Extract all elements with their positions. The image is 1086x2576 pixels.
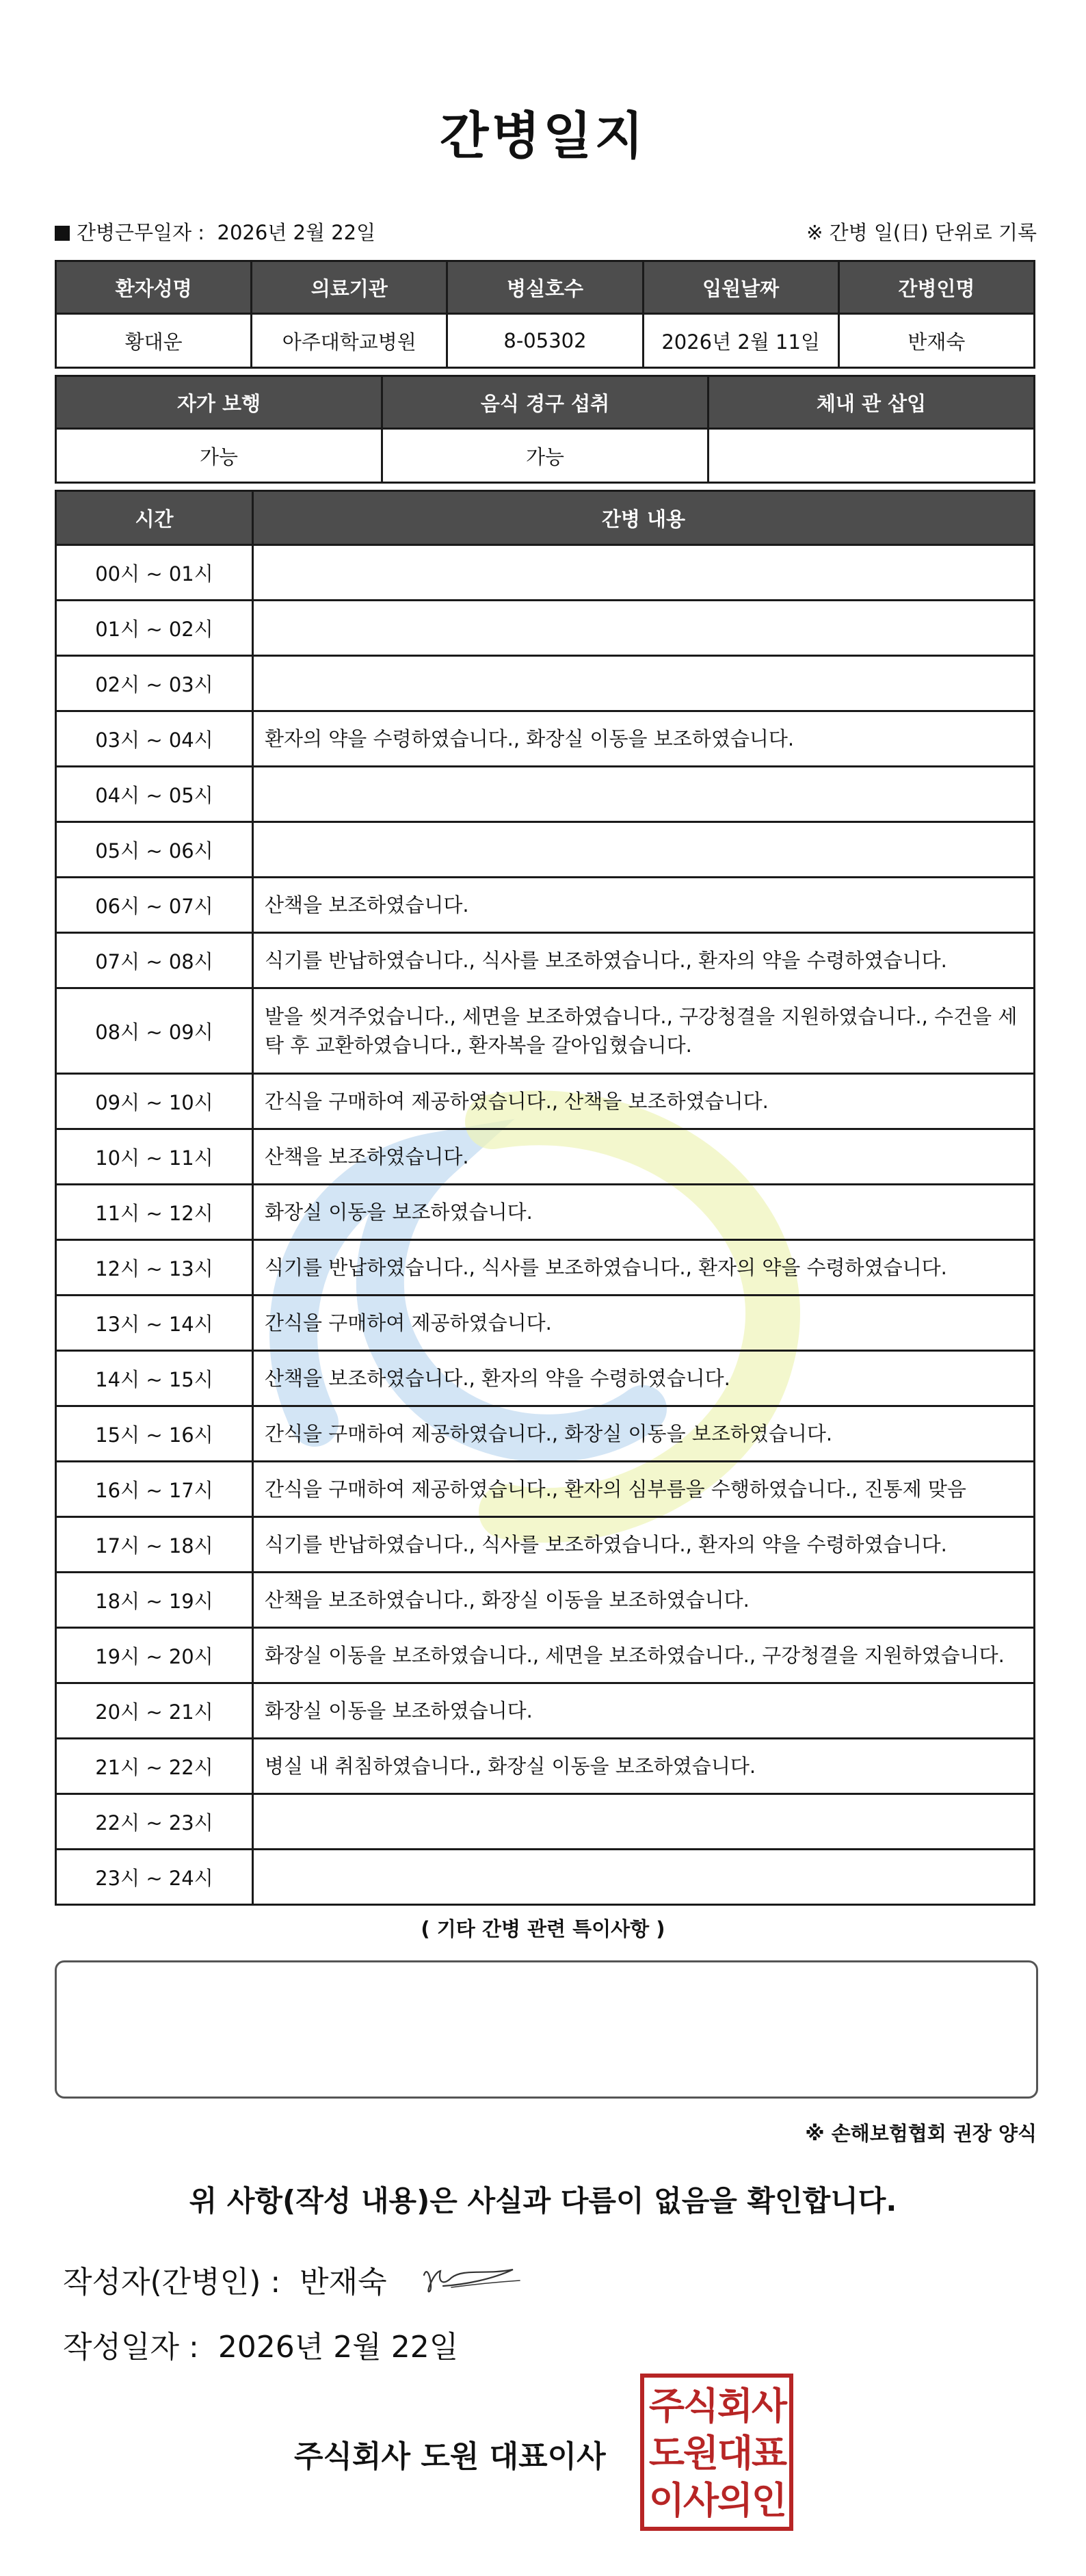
header-walking: 자가 보행 [56,376,382,429]
content-cell [253,767,1035,822]
write-date-line [63,2322,458,2366]
time-cell: 02시 ~ 03시 [56,656,253,711]
content-cell: 화장실 이동을 보조하였습니다. [253,1185,1035,1240]
patient-info-table [55,260,1035,369]
table-row [56,1739,1035,1794]
time-cell: 21시 ~ 22시 [56,1739,253,1794]
content-cell: 병실 내 취침하였습니다., 화장실 이동을 보조하였습니다. [253,1739,1035,1794]
content-cell: 산책을 보조하였습니다., 환자의 약을 수령하였습니다. [253,1351,1035,1406]
time-cell: 14시 ~ 15시 [56,1351,253,1406]
unit-note: ※ 간병 일(日) 단위로 기록 [806,221,1037,244]
walking-status: 가능 [56,429,382,483]
content-cell: 간식을 구매하여 제공하였습니다., 환자의 심부름을 수행하였습니다., 진통제 맞음 [253,1462,1035,1517]
table-row [56,1794,1035,1850]
room-number: 8-05302 [447,314,643,368]
write-date-value: 2026년 2월 22일 [217,2330,459,2365]
table-row [56,1074,1035,1129]
time-cell: 11시 ~ 12시 [56,1185,253,1240]
care-log-table [55,490,1035,1906]
content-cell: 간식을 구매하여 제공하였습니다. [253,1296,1035,1351]
header-caregiver: 간병인명 [838,261,1034,314]
time-cell: 07시 ~ 08시 [56,933,253,988]
content-cell: 간식을 구매하여 제공하였습니다., 산책을 보조하였습니다. [253,1074,1035,1129]
time-cell: 04시 ~ 05시 [56,767,253,822]
table-row [56,1683,1035,1739]
content-cell [253,656,1035,711]
header-oral-intake: 음식 경구 섭취 [382,376,708,429]
form-note: ※ 손해보험협회 권장 양식 [805,2122,1037,2145]
table-row [56,1129,1035,1185]
table-row [56,988,1035,1074]
content-cell: 화장실 이동을 보조하였습니다. [253,1683,1035,1739]
table-row [56,1296,1035,1351]
seal-characters: 주 식 회 사 도 원 대 표 이 사 의 인 [648,2384,785,2522]
content-cell: 식기를 반납하였습니다., 식사를 보조하였습니다., 환자의 약을 수령하였습니다. [253,933,1035,988]
admission-date: 2026년 2월 11일 [643,314,838,368]
table-row [56,1240,1035,1296]
time-cell: 00시 ~ 01시 [56,545,253,601]
content-cell: 산책을 보조하였습니다. [253,878,1035,933]
time-cell: 22시 ~ 23시 [56,1794,253,1850]
oral-intake-status: 가능 [382,429,708,483]
table-row [56,822,1035,878]
work-date-label: 간병근무일자 : [77,221,205,244]
content-cell [253,822,1035,878]
time-cell: 18시 ~ 19시 [56,1573,253,1628]
header-time: 시간 [56,491,253,545]
time-cell: 20시 ~ 21시 [56,1683,253,1739]
write-date-label: 작성일자 : [63,2330,199,2365]
table-row [56,1850,1035,1905]
time-cell: 19시 ~ 20시 [56,1628,253,1683]
content-cell: 간식을 구매하여 제공하였습니다., 화장실 이동을 보조하였습니다. [253,1406,1035,1462]
confirmation-text: 위 사항(작성 내용)은 사실과 다름이 없음을 확인합니다. [189,2184,897,2218]
content-cell: 발을 씻겨주었습니다., 세면을 보조하였습니다., 구강청결을 지원하였습니다., 수건을 세탁 후 교환하였습니다., 환자복을 갈아입혔습니다. [253,988,1035,1074]
time-cell: 10시 ~ 11시 [56,1129,253,1185]
time-cell: 06시 ~ 07시 [56,878,253,933]
special-notes-box [55,1960,1038,2099]
time-cell: 03시 ~ 04시 [56,711,253,767]
content-cell [253,1850,1035,1905]
signature-icon [410,2255,527,2302]
header-tube: 체내 관 삽입 [708,376,1035,429]
table-row [56,545,1035,601]
content-cell [253,1794,1035,1850]
content-cell: 식기를 반납하였습니다., 식사를 보조하였습니다., 환자의 약을 수령하였습니다. [253,1517,1035,1573]
tube-status [708,429,1035,483]
table-row [56,1462,1035,1517]
table-row [56,1351,1035,1406]
time-cell: 12시 ~ 13시 [56,1240,253,1296]
table-row [56,711,1035,767]
square-bullet-icon [55,226,70,241]
work-date [55,218,375,246]
header-patient-name: 환자성명 [56,261,252,314]
time-cell: 16시 ~ 17시 [56,1462,253,1517]
time-cell: 23시 ~ 24시 [56,1850,253,1905]
time-cell: 01시 ~ 02시 [56,601,253,656]
header-admission-date: 입원날짜 [643,261,838,314]
content-cell [253,545,1035,601]
company-name: 주식회사 도원 대표이사 [294,2439,606,2474]
table-row [56,767,1035,822]
header-care-content: 간병 내용 [253,491,1035,545]
time-cell: 08시 ~ 09시 [56,988,253,1074]
table-row [56,656,1035,711]
company-seal-icon [640,2374,793,2531]
time-cell: 17시 ~ 18시 [56,1517,253,1573]
page-title: 간병일지 [440,107,646,166]
content-cell: 화장실 이동을 보조하였습니다., 세면을 보조하였습니다., 구강청결을 지원하였습니다. [253,1628,1035,1683]
table-row [56,933,1035,988]
table-row [56,1185,1035,1240]
table-row [56,1573,1035,1628]
special-notes-title: ( 기타 간병 관련 특이사항 ) [421,1917,665,1941]
work-date-value: 2026년 2월 22일 [217,221,376,244]
patient-status-table [55,375,1035,484]
content-cell: 환자의 약을 수령하였습니다., 화장실 이동을 보조하였습니다. [253,711,1035,767]
patient-name: 황대운 [56,314,252,368]
time-cell: 15시 ~ 16시 [56,1406,253,1462]
content-cell: 식기를 반납하였습니다., 식사를 보조하였습니다., 환자의 약을 수령하였습니다. [253,1240,1035,1296]
writer-line [63,2257,387,2301]
table-row [56,1628,1035,1683]
content-cell: 산책을 보조하였습니다., 화장실 이동을 보조하였습니다. [253,1573,1035,1628]
header-room: 병실호수 [447,261,643,314]
content-cell [253,601,1035,656]
table-row [56,878,1035,933]
time-cell: 05시 ~ 06시 [56,822,253,878]
table-row [56,1406,1035,1462]
table-row [56,1517,1035,1573]
time-cell: 13시 ~ 14시 [56,1296,253,1351]
caregiver-name: 반재숙 [838,314,1034,368]
content-cell: 산책을 보조하였습니다. [253,1129,1035,1185]
writer-name: 반재숙 [300,2265,387,2300]
writer-label: 작성자(간병인) : [63,2265,281,2300]
time-cell: 09시 ~ 10시 [56,1074,253,1129]
header-hospital: 의료기관 [252,261,447,314]
table-row [56,601,1035,656]
hospital-name: 아주대학교병원 [252,314,447,368]
